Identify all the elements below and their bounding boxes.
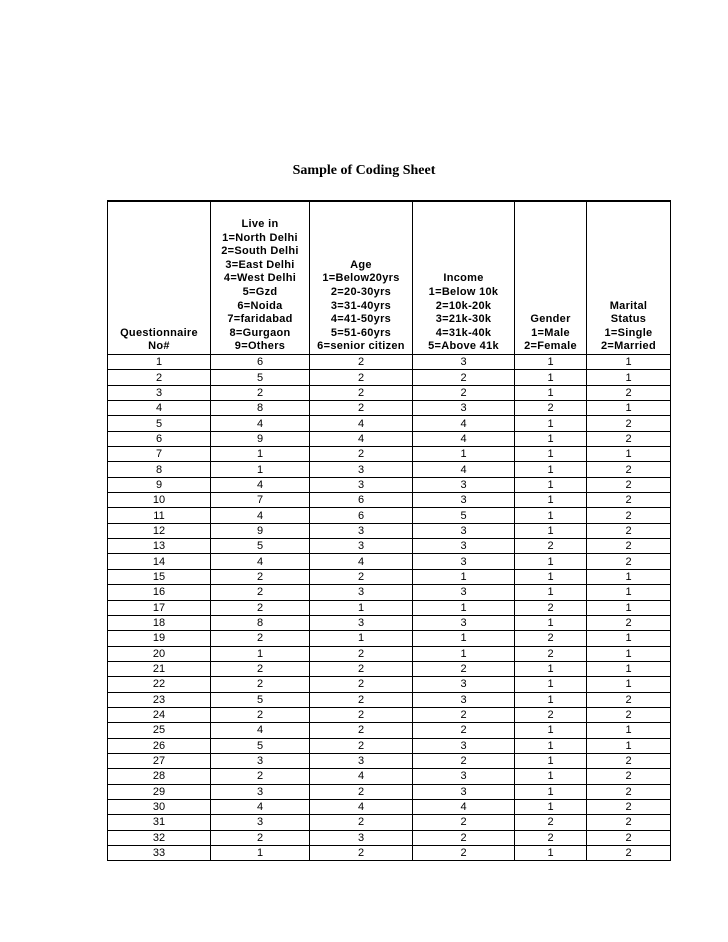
cell-location: 1 <box>211 462 310 477</box>
column-header-line: Live in <box>241 218 279 231</box>
cell-questionnaire: 21 <box>108 661 211 676</box>
cell-age: 2 <box>310 355 413 370</box>
cell-questionnaire: 11 <box>108 508 211 523</box>
cell-marital: 1 <box>587 569 671 584</box>
table-row <box>108 769 671 784</box>
table-row <box>108 707 671 722</box>
cell-age: 2 <box>310 569 413 584</box>
cell-age: 2 <box>310 707 413 722</box>
cell-income: 1 <box>413 569 515 584</box>
cell-location: 4 <box>211 554 310 569</box>
cell-income: 4 <box>413 431 515 446</box>
cell-income: 1 <box>413 646 515 661</box>
cell-age: 4 <box>310 416 413 431</box>
cell-marital: 1 <box>587 370 671 385</box>
cell-gender: 2 <box>515 815 587 830</box>
table-row <box>108 646 671 661</box>
cell-income: 3 <box>413 554 515 569</box>
cell-income: 3 <box>413 784 515 799</box>
cell-questionnaire: 7 <box>108 447 211 462</box>
cell-location: 3 <box>211 815 310 830</box>
cell-location: 3 <box>211 753 310 768</box>
table-row <box>108 355 671 370</box>
table-row <box>108 508 671 523</box>
cell-location: 1 <box>211 646 310 661</box>
cell-age: 3 <box>310 753 413 768</box>
cell-questionnaire: 16 <box>108 585 211 600</box>
cell-marital: 2 <box>587 799 671 814</box>
cell-age: 4 <box>310 799 413 814</box>
cell-location: 9 <box>211 431 310 446</box>
column-header-line: 2=10k-20k <box>435 299 492 312</box>
column-header-line: Questionnaire <box>120 326 198 339</box>
cell-age: 3 <box>310 539 413 554</box>
cell-questionnaire: 8 <box>108 462 211 477</box>
cell-age: 2 <box>310 784 413 799</box>
cell-location: 2 <box>211 569 310 584</box>
cell-age: 2 <box>310 815 413 830</box>
table-row <box>108 493 671 508</box>
cell-marital: 2 <box>587 462 671 477</box>
cell-marital: 2 <box>587 508 671 523</box>
cell-income: 3 <box>413 692 515 707</box>
cell-questionnaire: 26 <box>108 738 211 753</box>
column-header-line: 8=Gurgaon <box>229 326 291 339</box>
cell-location: 5 <box>211 370 310 385</box>
cell-marital: 2 <box>587 692 671 707</box>
column-header-marital <box>587 201 671 355</box>
cell-age: 3 <box>310 585 413 600</box>
cell-age: 4 <box>310 769 413 784</box>
cell-location: 6 <box>211 355 310 370</box>
cell-gender: 1 <box>515 784 587 799</box>
cell-income: 3 <box>413 585 515 600</box>
cell-age: 3 <box>310 615 413 630</box>
cell-location: 2 <box>211 585 310 600</box>
cell-income: 2 <box>413 753 515 768</box>
title-overlap-patch <box>343 181 385 201</box>
cell-location: 2 <box>211 631 310 646</box>
column-header-line: 1=Below20yrs <box>322 272 400 285</box>
cell-gender: 1 <box>515 799 587 814</box>
cell-income: 2 <box>413 661 515 676</box>
cell-income: 2 <box>413 723 515 738</box>
column-header-line: 1=Below 10k <box>428 286 499 299</box>
cell-location: 7 <box>211 493 310 508</box>
cell-gender: 1 <box>515 462 587 477</box>
cell-location: 5 <box>211 738 310 753</box>
column-header-line: 1=Male <box>531 326 570 339</box>
table-row <box>108 600 671 615</box>
column-header-line: Status <box>610 313 647 326</box>
cell-income: 2 <box>413 846 515 861</box>
cell-income: 1 <box>413 631 515 646</box>
sheet-title: Sample of Coding Sheet <box>292 163 436 178</box>
column-header-line: 4=West Delhi <box>223 272 297 285</box>
cell-marital: 2 <box>587 784 671 799</box>
cell-questionnaire: 27 <box>108 753 211 768</box>
cell-marital: 1 <box>587 677 671 692</box>
cell-gender: 1 <box>515 738 587 753</box>
cell-gender: 1 <box>515 569 587 584</box>
cell-location: 5 <box>211 539 310 554</box>
cell-gender: 2 <box>515 401 587 416</box>
cell-income: 2 <box>413 815 515 830</box>
cell-age: 2 <box>310 385 413 400</box>
cell-age: 3 <box>310 523 413 538</box>
cell-location: 4 <box>211 508 310 523</box>
cell-location: 1 <box>211 447 310 462</box>
cell-income: 3 <box>413 523 515 538</box>
cell-questionnaire: 19 <box>108 631 211 646</box>
column-header-line: 6=senior citizen <box>317 340 405 353</box>
cell-questionnaire: 31 <box>108 815 211 830</box>
cell-income: 3 <box>413 677 515 692</box>
cell-marital: 1 <box>587 447 671 462</box>
cell-gender: 1 <box>515 523 587 538</box>
cell-gender: 1 <box>515 416 587 431</box>
cell-questionnaire: 17 <box>108 600 211 615</box>
cell-questionnaire: 20 <box>108 646 211 661</box>
cell-income: 1 <box>413 447 515 462</box>
cell-marital: 2 <box>587 769 671 784</box>
cell-age: 2 <box>310 677 413 692</box>
cell-location: 8 <box>211 615 310 630</box>
table-row <box>108 615 671 630</box>
cell-location: 2 <box>211 707 310 722</box>
cell-location: 9 <box>211 523 310 538</box>
cell-marital: 1 <box>587 600 671 615</box>
cell-questionnaire: 3 <box>108 385 211 400</box>
cell-location: 1 <box>211 846 310 861</box>
column-header-line: Income <box>443 272 484 285</box>
cell-questionnaire: 10 <box>108 493 211 508</box>
table-row <box>108 753 671 768</box>
column-header-line: 5=51-60yrs <box>330 326 392 339</box>
cell-gender: 1 <box>515 769 587 784</box>
cell-gender: 2 <box>515 646 587 661</box>
cell-questionnaire: 24 <box>108 707 211 722</box>
table-row <box>108 447 671 462</box>
column-header-line: 3=East Delhi <box>225 258 295 271</box>
cell-gender: 1 <box>515 508 587 523</box>
table-row <box>108 661 671 676</box>
cell-marital: 2 <box>587 554 671 569</box>
table-row <box>108 738 671 753</box>
cell-age: 4 <box>310 554 413 569</box>
cell-gender: 1 <box>515 447 587 462</box>
cell-questionnaire: 32 <box>108 830 211 845</box>
cell-gender: 1 <box>515 753 587 768</box>
column-header-line: 9=Others <box>234 340 286 353</box>
column-header-line: 3=31-40yrs <box>330 299 392 312</box>
table-row <box>108 692 671 707</box>
column-header-line: 3=21k-30k <box>435 313 492 326</box>
cell-age: 1 <box>310 631 413 646</box>
cell-gender: 1 <box>515 846 587 861</box>
cell-marital: 1 <box>587 738 671 753</box>
cell-income: 1 <box>413 600 515 615</box>
cell-gender: 1 <box>515 677 587 692</box>
cell-gender: 1 <box>515 385 587 400</box>
column-header-age <box>310 201 413 355</box>
table-row <box>108 815 671 830</box>
cell-gender: 1 <box>515 493 587 508</box>
cell-income: 2 <box>413 370 515 385</box>
cell-gender: 1 <box>515 692 587 707</box>
cell-marital: 2 <box>587 815 671 830</box>
cell-gender: 2 <box>515 631 587 646</box>
cell-questionnaire: 1 <box>108 355 211 370</box>
cell-age: 2 <box>310 447 413 462</box>
cell-questionnaire: 14 <box>108 554 211 569</box>
table-row <box>108 569 671 584</box>
cell-income: 3 <box>413 539 515 554</box>
table-row <box>108 830 671 845</box>
cell-gender: 1 <box>515 723 587 738</box>
column-header-gender <box>515 201 587 355</box>
column-header-line: Gender <box>530 313 571 326</box>
cell-marital: 2 <box>587 707 671 722</box>
cell-age: 2 <box>310 692 413 707</box>
cell-marital: 2 <box>587 477 671 492</box>
cell-gender: 1 <box>515 615 587 630</box>
column-header-line: 1=North Delhi <box>222 231 298 244</box>
cell-marital: 2 <box>587 539 671 554</box>
table-row <box>108 431 671 446</box>
cell-location: 2 <box>211 600 310 615</box>
cell-gender: 1 <box>515 661 587 676</box>
cell-location: 4 <box>211 723 310 738</box>
cell-age: 2 <box>310 661 413 676</box>
cell-questionnaire: 29 <box>108 784 211 799</box>
cell-questionnaire: 23 <box>108 692 211 707</box>
column-header-line: 2=20-30yrs <box>330 286 392 299</box>
coding-sheet-table <box>107 200 671 861</box>
table-row <box>108 723 671 738</box>
table-body <box>108 355 671 861</box>
cell-gender: 1 <box>515 431 587 446</box>
cell-income: 3 <box>413 493 515 508</box>
cell-age: 2 <box>310 846 413 861</box>
cell-questionnaire: 15 <box>108 569 211 584</box>
cell-marital: 2 <box>587 431 671 446</box>
column-header-line: 2=Married <box>601 340 656 353</box>
cell-age: 4 <box>310 431 413 446</box>
cell-income: 2 <box>413 707 515 722</box>
cell-marital: 1 <box>587 585 671 600</box>
cell-questionnaire: 33 <box>108 846 211 861</box>
cell-age: 2 <box>310 646 413 661</box>
cell-marital: 1 <box>587 646 671 661</box>
table-row <box>108 539 671 554</box>
table-row <box>108 523 671 538</box>
column-header-line: 1=Single <box>604 326 653 339</box>
cell-age: 2 <box>310 723 413 738</box>
cell-questionnaire: 6 <box>108 431 211 446</box>
table-row <box>108 631 671 646</box>
cell-marital: 1 <box>587 661 671 676</box>
cell-gender: 2 <box>515 707 587 722</box>
cell-age: 3 <box>310 830 413 845</box>
table-row <box>108 370 671 385</box>
cell-age: 2 <box>310 370 413 385</box>
column-header-line: 7=faridabad <box>227 313 293 326</box>
cell-income: 3 <box>413 355 515 370</box>
cell-location: 2 <box>211 661 310 676</box>
column-header-line: 4=31k-40k <box>435 326 492 339</box>
cell-location: 2 <box>211 769 310 784</box>
cell-location: 2 <box>211 385 310 400</box>
column-header-line: Age <box>350 258 372 271</box>
table-row <box>108 799 671 814</box>
column-header-line: 2=South Delhi <box>221 245 299 258</box>
cell-location: 4 <box>211 477 310 492</box>
column-header-questionnaire <box>108 201 211 355</box>
table-row <box>108 585 671 600</box>
table-row <box>108 477 671 492</box>
table-row <box>108 416 671 431</box>
cell-questionnaire: 4 <box>108 401 211 416</box>
cell-marital: 1 <box>587 631 671 646</box>
cell-gender: 2 <box>515 830 587 845</box>
cell-questionnaire: 28 <box>108 769 211 784</box>
cell-income: 4 <box>413 799 515 814</box>
cell-gender: 1 <box>515 370 587 385</box>
cell-questionnaire: 2 <box>108 370 211 385</box>
cell-questionnaire: 22 <box>108 677 211 692</box>
column-header-income <box>413 201 515 355</box>
table-row <box>108 554 671 569</box>
cell-marital: 2 <box>587 523 671 538</box>
cell-marital: 1 <box>587 355 671 370</box>
cell-gender: 2 <box>515 539 587 554</box>
header-row <box>108 201 671 355</box>
cell-location: 4 <box>211 799 310 814</box>
column-header-line: 4=41-50yrs <box>330 313 392 326</box>
column-header-line: 2=Female <box>524 340 577 353</box>
cell-income: 2 <box>413 830 515 845</box>
cell-gender: 1 <box>515 585 587 600</box>
cell-gender: 1 <box>515 355 587 370</box>
cell-location: 4 <box>211 416 310 431</box>
table-row <box>108 784 671 799</box>
cell-income: 3 <box>413 738 515 753</box>
cell-age: 3 <box>310 462 413 477</box>
cell-questionnaire: 12 <box>108 523 211 538</box>
cell-marital: 2 <box>587 846 671 861</box>
cell-age: 6 <box>310 508 413 523</box>
cell-income: 3 <box>413 615 515 630</box>
cell-questionnaire: 5 <box>108 416 211 431</box>
cell-marital: 2 <box>587 753 671 768</box>
cell-marital: 2 <box>587 615 671 630</box>
table-row <box>108 462 671 477</box>
cell-age: 2 <box>310 738 413 753</box>
cell-marital: 2 <box>587 830 671 845</box>
cell-marital: 1 <box>587 401 671 416</box>
cell-income: 4 <box>413 416 515 431</box>
cell-questionnaire: 30 <box>108 799 211 814</box>
column-header-line: No# <box>148 340 170 353</box>
cell-age: 6 <box>310 493 413 508</box>
table-row <box>108 401 671 416</box>
cell-questionnaire: 9 <box>108 477 211 492</box>
cell-questionnaire: 18 <box>108 615 211 630</box>
cell-location: 2 <box>211 830 310 845</box>
cell-income: 3 <box>413 401 515 416</box>
cell-gender: 2 <box>515 600 587 615</box>
table-row <box>108 846 671 861</box>
cell-marital: 2 <box>587 385 671 400</box>
cell-location: 2 <box>211 677 310 692</box>
cell-marital: 1 <box>587 723 671 738</box>
cell-income: 3 <box>413 769 515 784</box>
cell-location: 5 <box>211 692 310 707</box>
column-header-line: 6=Noida <box>237 299 283 312</box>
column-header-line: 5=Above 41k <box>428 340 499 353</box>
cell-questionnaire: 13 <box>108 539 211 554</box>
cell-income: 4 <box>413 462 515 477</box>
cell-age: 2 <box>310 401 413 416</box>
cell-location: 8 <box>211 401 310 416</box>
cell-age: 3 <box>310 477 413 492</box>
cell-gender: 1 <box>515 554 587 569</box>
column-header-line: 5=Gzd <box>242 286 278 299</box>
cell-age: 1 <box>310 600 413 615</box>
cell-marital: 2 <box>587 493 671 508</box>
cell-marital: 2 <box>587 416 671 431</box>
table-row <box>108 385 671 400</box>
cell-gender: 1 <box>515 477 587 492</box>
table-row <box>108 677 671 692</box>
cell-location: 3 <box>211 784 310 799</box>
cell-income: 5 <box>413 508 515 523</box>
column-header-line: Marital <box>609 299 648 312</box>
cell-income: 3 <box>413 477 515 492</box>
column-header-location <box>211 201 310 355</box>
cell-questionnaire: 25 <box>108 723 211 738</box>
cell-income: 2 <box>413 385 515 400</box>
